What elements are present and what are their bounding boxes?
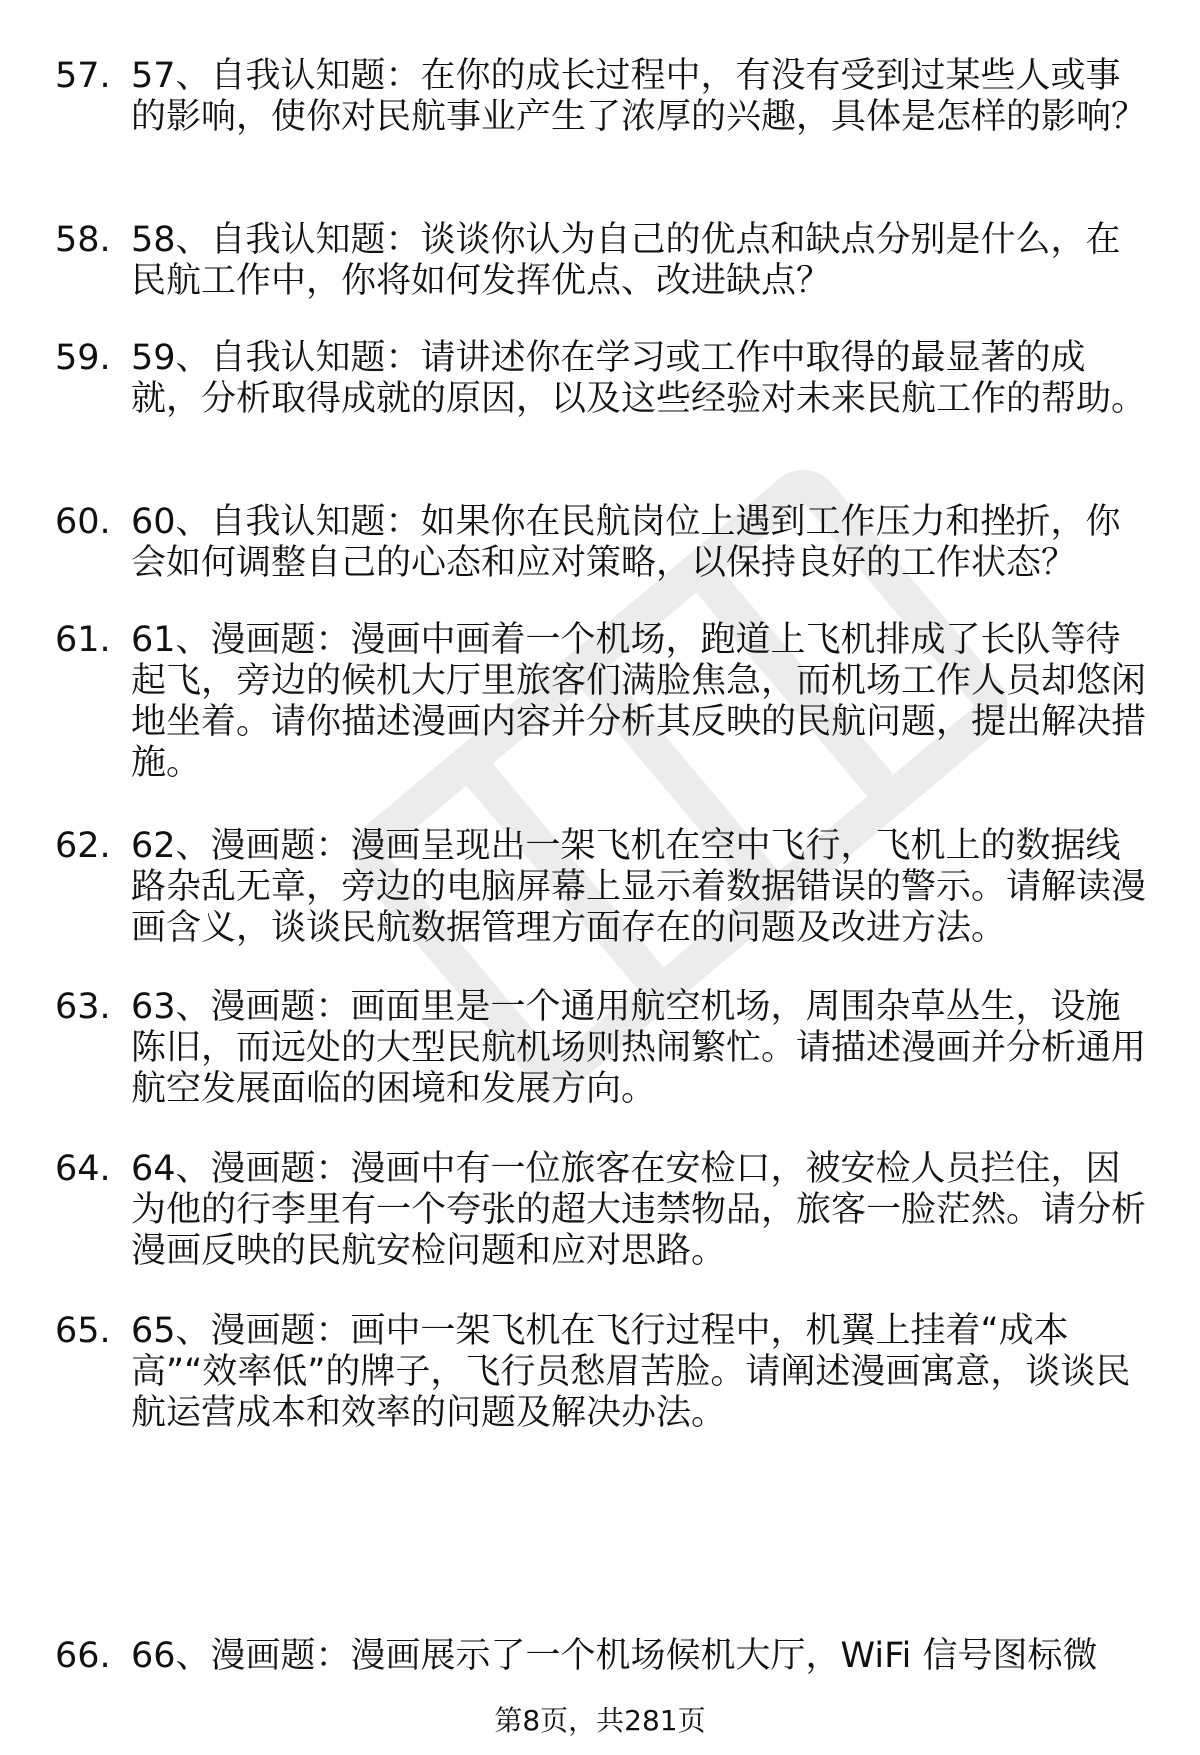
item-text: 60、自我认知题：如果你在民航岗位上遇到工作压力和挫折，你会如何调整自己的心态和应对策略，以保持良好的工作状态？	[131, 502, 1121, 583]
item-text: 63、漫画题：画面里是一个通用航空机场，周围杂草丛生，设施陈旧，而远处的大型民航机场则热闹繁忙。请描述漫画并分析通用航空发展面临的困境和发展方向。	[131, 987, 1147, 1109]
list-item	[55, 1149, 1155, 1272]
item-text: 61、漫画题：漫画中画着一个机场，跑道上飞机排成了长队等待起飞，旁边的候机大厅里旅客们满脸焦急，而机场工作人员却悠闲地坐着。请你描述漫画内容并分析其反映的民航问题，提出解决措施。	[131, 620, 1147, 783]
item-text: 62、漫画题：漫画呈现出一架飞机在空中飞行，飞机上的数据线路杂乱无章，旁边的电脑屏幕上显示着数据错误的警示。请解读漫画含义，谈谈民航数据管理方面存在的问题及改进方法。	[131, 826, 1147, 948]
list-item	[55, 502, 1155, 584]
item-number: 60.	[55, 502, 111, 542]
list-item	[55, 338, 1155, 420]
item-number: 63.	[55, 987, 111, 1027]
item-number: 65.	[55, 1311, 111, 1351]
list-item	[55, 1311, 1155, 1434]
list-item	[55, 826, 1155, 949]
item-number: 61.	[55, 620, 111, 660]
item-number: 58.	[55, 220, 111, 260]
item-text: 58、自我认知题：谈谈你认为自己的优点和缺点分别是什么，在民航工作中，你将如何发挥优点、改进缺点？	[131, 220, 1121, 301]
list-item	[55, 56, 1155, 138]
list-item	[55, 1636, 1155, 1681]
item-text: 59、自我认知题：请讲述你在学习或工作中取得的最显著的成就，分析取得成就的原因，以及这些经验对未来民航工作的帮助。	[131, 338, 1147, 419]
item-text: 65、漫画题：画中一架飞机在飞行过程中，机翼上挂着“成本高”“效率低”的牌子，飞行员愁眉苦脸。请阐述漫画寓意，谈谈民航运营成本和效率的问题及解决办法。	[131, 1311, 1131, 1433]
item-number: 59.	[55, 338, 111, 378]
list-item	[55, 220, 1155, 302]
item-number: 64.	[55, 1149, 111, 1189]
item-text: 64、漫画题：漫画中有一位旅客在安检口，被安检人员拦住，因为他的行李里有一个夸张的超大违禁物品，旅客一脸茫然。请分析漫画反映的民航安检问题和应对思路。	[131, 1149, 1147, 1271]
item-number: 57.	[55, 56, 111, 96]
item-text: 57、自我认知题：在你的成长过程中，有没有受到过某些人或事的影响，使你对民航事业产生了浓厚的兴趣，具体是怎样的影响？	[131, 56, 1147, 137]
list-item	[55, 987, 1155, 1110]
item-number: 66.	[55, 1636, 111, 1676]
list-item	[55, 620, 1155, 784]
item-text: 66、漫画题：漫画展示了一个机场候机大厅，WiFi 信号图标微	[131, 1636, 1098, 1676]
item-number: 62.	[55, 826, 111, 866]
page-footer: 第8页，共281页	[494, 1704, 706, 1737]
